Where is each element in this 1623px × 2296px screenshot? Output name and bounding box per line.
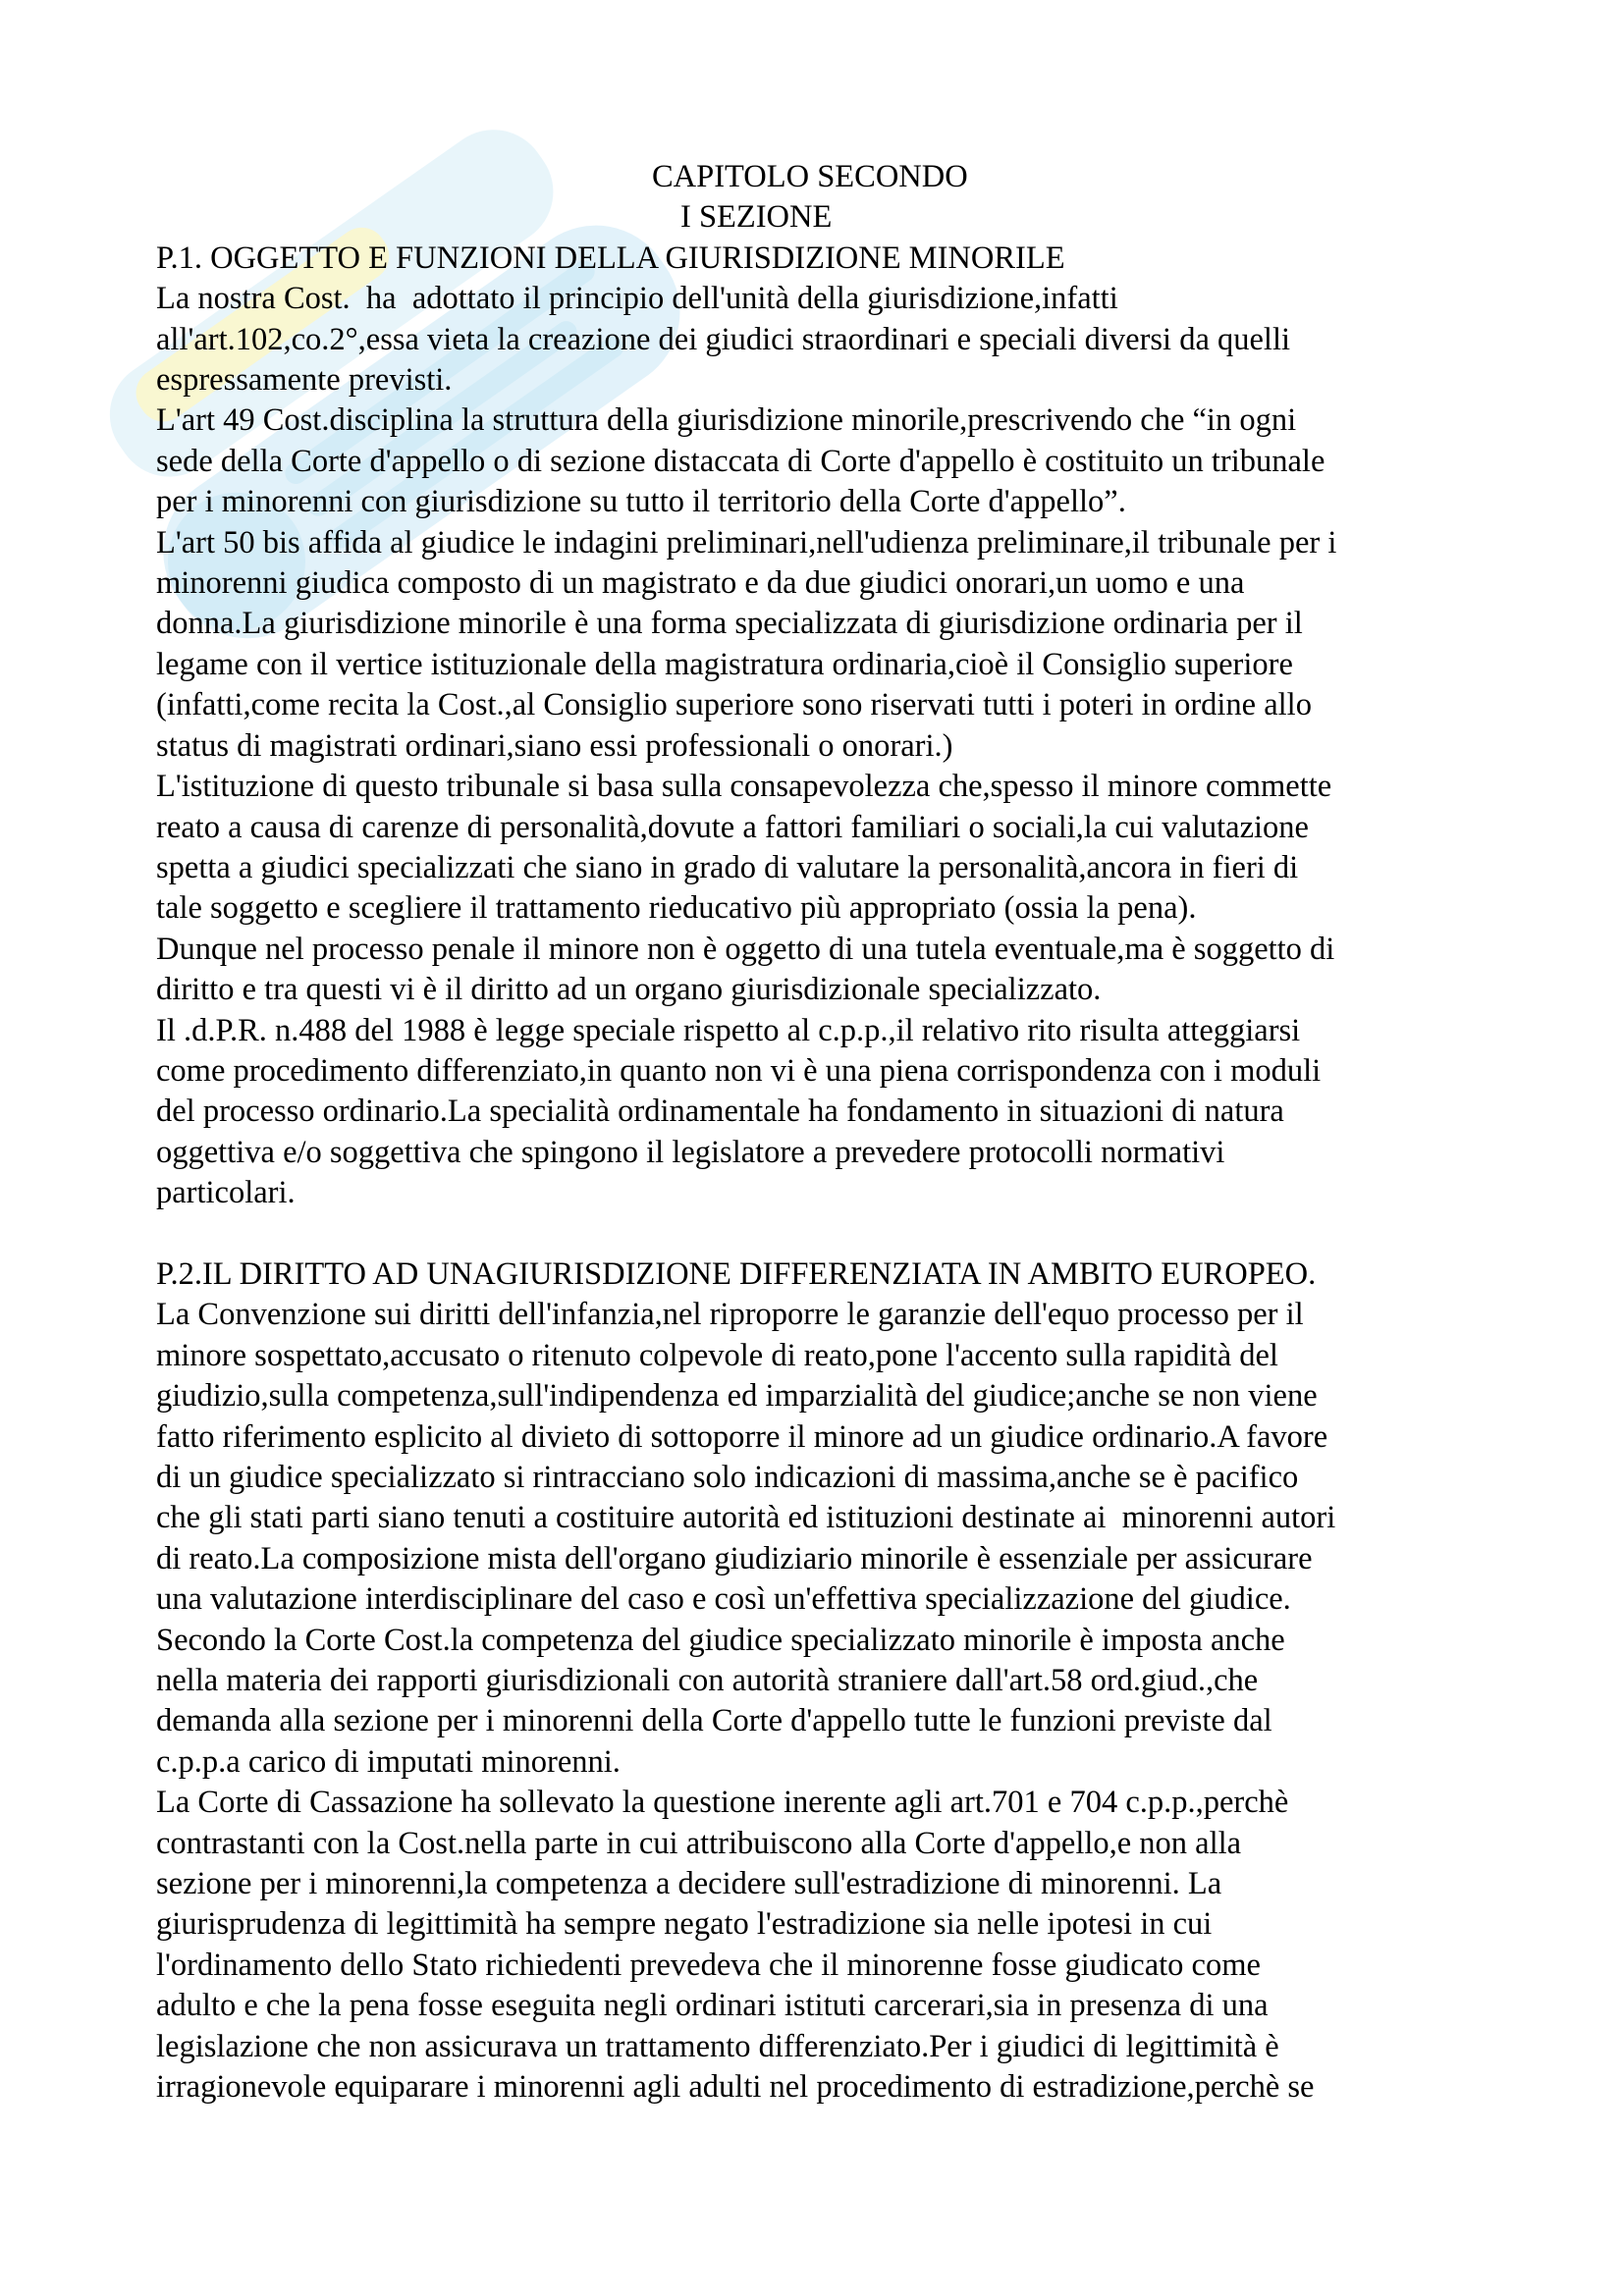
text-line: di un giudice specializzato si rintracciano solo indicazioni di massima,anche se è pacifico [156,1459,1299,1495]
section-1-heading: P.1. OGGETTO E FUNZIONI DELLA GIURISDIZIONE MINORILE [156,240,1065,276]
text-line: minorenni giudica composto di un magistrato e da due giudici onorari,un uomo e una [156,565,1245,602]
section-title: I SEZIONE [680,199,833,236]
text-line: oggettiva e/o soggettiva che spingono il legislatore a prevedere protocolli normativi [156,1134,1225,1170]
text-line: c.p.p.a carico di imputati minorenni. [156,1743,621,1780]
section-1-body [156,279,1472,1213]
text-line: espressamente previsti. [156,362,453,399]
text-line: diritto e tra questi vi è il diritto ad un organo giurisdizionale specializzato. [156,972,1102,1008]
text-line: che gli stati parti siano tenuti a costituire autorità ed istituzioni destinate ai minorenni autori [156,1500,1336,1536]
text-line: status di magistrati ordinari,siano essi professionali o onorari.) [156,727,953,764]
text-line: Dunque nel processo penale il minore non è oggetto di una tutela eventuale,ma è soggetto di [156,931,1335,967]
text-line: donna.La giurisdizione minorile è una forma specializzata di giurisdizione ordinaria per il [156,606,1303,642]
text-line: L'art 49 Cost.disciplina la struttura della giurisdizione minorile,prescrivendo che “in ogni [156,402,1297,439]
text-line: particolari. [156,1175,296,1211]
text-line: La Corte di Cassazione ha sollevato la questione inerente agli art.701 e 704 c.p.p.,perchè [156,1785,1289,1821]
text-line: spetta a giudici specializzati che siano in grado di valutare la personalità,ancora in fieri di [156,849,1299,885]
text-line: legislazione che non assicurava un trattamento differenziato.Per i giudici di legittimità è [156,2028,1279,2064]
text-line: di reato.La composizione mista dell'organo giudiziario minorile è essenziale per assicurare [156,1540,1313,1576]
text-line: Il .d.P.R. n.488 del 1988 è legge speciale rispetto al c.p.p.,il relativo rito risulta atteggiarsi [156,1012,1301,1048]
text-line: giurisprudenza di legittimità ha sempre negato l'estradizione sia nelle ipotesi in cui [156,1906,1213,1943]
text-line: giudizio,sulla competenza,sull'indipendenza ed imparzialità del giudice;anche se non viene [156,1378,1318,1415]
text-line: nella materia dei rapporti giurisdizionali con autorità straniere dall'art.58 ord.giud.,che [156,1663,1259,1699]
text-line: L'art 50 bis affida al giudice le indagini preliminari,nell'udienza preliminare,il tribunale per i [156,524,1337,561]
text-line: tale soggetto e scegliere il trattamento rieducativo più appropriato (ossia la pena). [156,890,1197,927]
section-2-heading: P.2.IL DIRITTO AD UNAGIURISDIZIONE DIFFERENZIATA IN AMBITO EUROPEO. [156,1255,1317,1292]
chapter-title: CAPITOLO SECONDO [652,159,968,194]
text-line: irragionevole equiparare i minorenni agli adulti nel procedimento di estradizione,perchè se [156,2069,1315,2106]
text-line: una valutazione interdisciplinare del caso e così un'effettiva specializzazione del giudice. [156,1581,1291,1618]
text-line: sezione per i minorenni,la competenza a decidere sull'estradizione di minorenni. La [156,1866,1222,1902]
text-line: fatto riferimento esplicito al divieto di sottoporre il minore ad un giudice ordinario.A favore [156,1418,1328,1455]
document-page [156,157,1472,2108]
text-line: l'ordinamento dello Stato richiedenti prevedeva che il minorenne fosse giudicato come [156,1947,1261,1983]
text-line: del processo ordinario.La specialità ordinamentale ha fondamento in situazioni di natura [156,1094,1284,1130]
text-line: adulto e che la pena fosse eseguita negli ordinari istituti carcerari,sia in presenza di una [156,1988,1269,2024]
text-line: L'istituzione di questo tribunale si basa sulla consapevolezza che,spesso il minore commette [156,769,1332,805]
text-line: come procedimento differenziato,in quanto non vi è una piena corrispondenza con i moduli [156,1052,1322,1089]
section-2-body [156,1295,1472,2108]
text-line: reato a causa di carenze di personalità,dovute a fattori familiari o sociali,la cui valutazione [156,809,1309,845]
text-line: all'art.102,co.2°,essa vieta la creazione dei giudici straordinari e speciali diversi da quelli [156,321,1291,357]
text-line: La Convenzione sui diritti dell'infanzia,nel riproporre le garanzie dell'equo processo per il [156,1297,1304,1333]
text-line: Secondo la Corte Cost.la competenza del giudice specializzato minorile è imposta anche [156,1622,1285,1658]
text-line: La nostra Cost. ha adottato il principio dell'unità della giurisdizione,infatti [156,281,1118,317]
text-line: per i minorenni con giurisdizione su tutto il territorio della Corte d'appello”. [156,484,1126,520]
text-line: (infatti,come recita la Cost.,al Consiglio superiore sono riservati tutti i poteri in ordine allo [156,687,1312,723]
text-line: contrastanti con la Cost.nella parte in cui attribuiscono alla Corte d'appello,e non alla [156,1825,1242,1861]
text-line: demanda alla sezione per i minorenni della Corte d'appello tutte le funzioni previste dal [156,1703,1272,1739]
text-line: minore sospettato,accusato o ritenuto colpevole di reato,pone l'accento sulla rapidità del [156,1337,1278,1373]
paragraph-spacer [156,1214,1472,1255]
text-line: legame con il vertice istituzionale della magistratura ordinaria,cioè il Consiglio superiore [156,646,1293,682]
text-line: sede della Corte d'appello o di sezione distaccata di Corte d'appello è costituito un tribunale [156,443,1325,479]
